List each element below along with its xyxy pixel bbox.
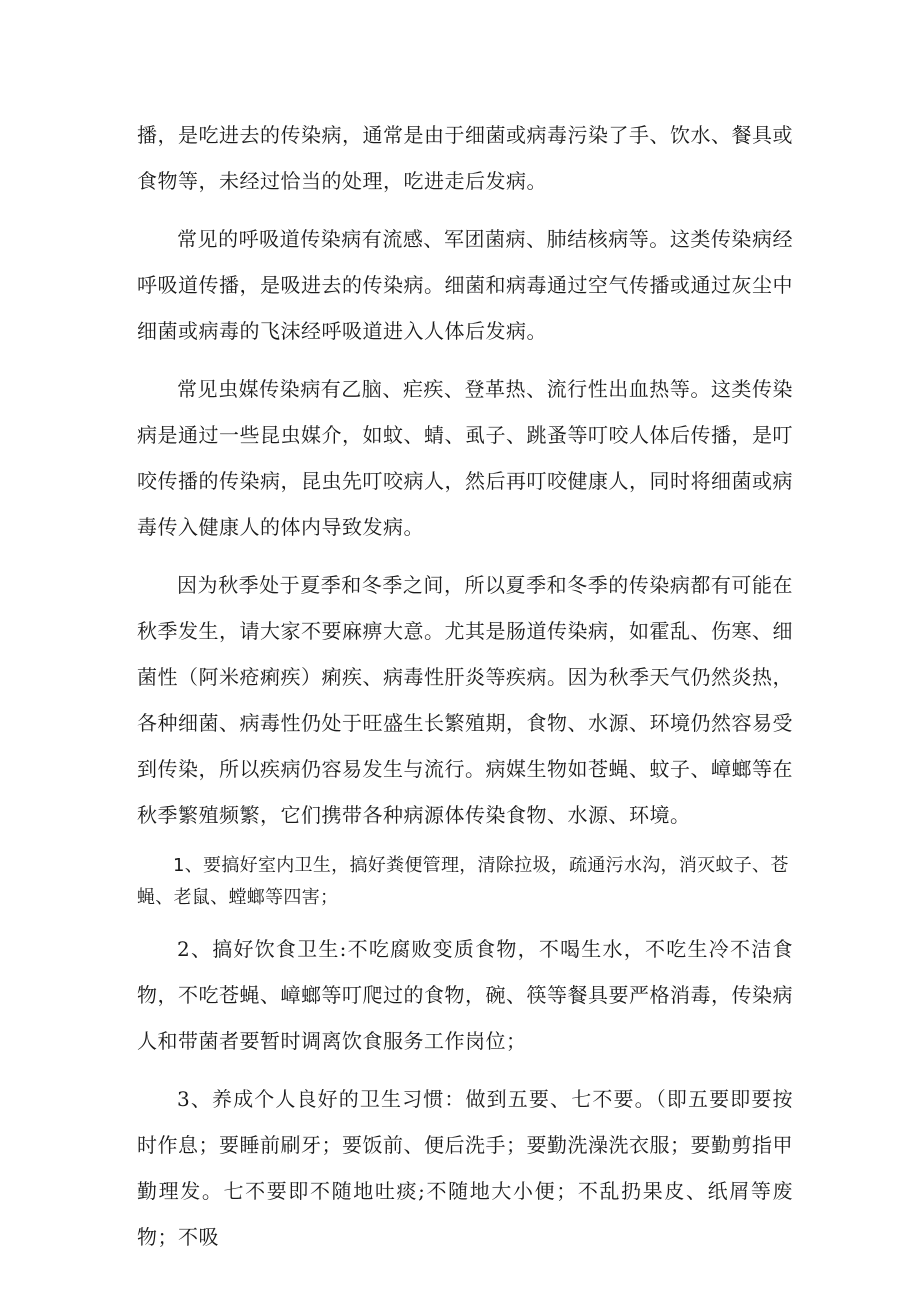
paragraph-intestinal-continued: 播，是吃进去的传染病，通常是由于细菌或病毒污染了手、饮水、餐具或食物等，未经过恰当的处理，吃进走后发病。	[137, 123, 793, 193]
paragraph-respiratory: 常见的呼吸道传染病有流感、军团菌病、肺结核病等。这类传染病经呼吸道传播，是吸进去的传染病。细菌和病毒通过空气传播或通过灰尘中细菌或病毒的飞沫经呼吸道进入人体后发病。	[137, 227, 793, 343]
list-item-food-hygiene: 2、搞好饮食卫生:不吃腐败变质食物，不喝生水，不吃生冷不洁食物，不吃苍蝇、嶂螂等叮爬过的食物，碗、筷等餐具要严格消毒，传染病人和带菌者要暂时调离饮食服务工作岗位；	[137, 937, 793, 1053]
paragraph-gap	[137, 914, 793, 926]
paragraph-gap	[137, 550, 793, 562]
paragraph-insect-borne: 常见虫媒传染病有乙脑、疟疾、登革热、流行性出血热等。这类传染病是通过一些昆虫媒介，如蚊、蜻、虱子、跳蚤等叮咬人体后传播，是叮咬传播的传染病，昆虫先叮咬病人，然后再叮咬健康人，同时将细菌或病毒传入健康人的体内导致发病。	[137, 377, 793, 539]
paragraph-autumn: 因为秋季处于夏季和冬季之间，所以夏季和冬季的传染病都有可能在秋季发生，请大家不要麻痹大意。尤其是肠道传染病，如霍乱、伤寒、细菌性（阿米疮痢疾）痢疾、病毒性肝炎等疾病。因为秋季天气仍然炎热，各种细菌、病毒性仍处于旺盛生长繁殖期，食物、水源、环境仍然容易受到传染，所以疾病仍容易发生与流行。病媒生物如苍蝇、蚊子、嶂螂等在秋季繁殖频繁，它们携带各种病源体传染食物、水源、环境。	[137, 573, 793, 827]
document-body	[137, 112, 793, 1260]
paragraph-gap	[137, 204, 793, 216]
paragraph-gap	[137, 838, 793, 850]
list-item-indoor-hygiene: 1、要搞好室内卫生，搞好粪便管理，清除拉圾，疏通污水沟，消灭蚊子、苍蝇、老鼠、螳螂等四害；	[137, 855, 789, 908]
paragraph-gap	[137, 1064, 793, 1076]
paragraph-gap	[137, 354, 793, 366]
list-item-personal-habits: 3、养成个人良好的卫生习惯：做到五要、七不要。（即五要即要按时作息；要睡前刷牙；要饭前、便后洗手；要勤洗澡洗衣服；要勤剪指甲勤理发。七不要即不随地吐痰;不随地大小便；不乱扔果皮、纸屑等废物；不吸	[137, 1087, 793, 1249]
